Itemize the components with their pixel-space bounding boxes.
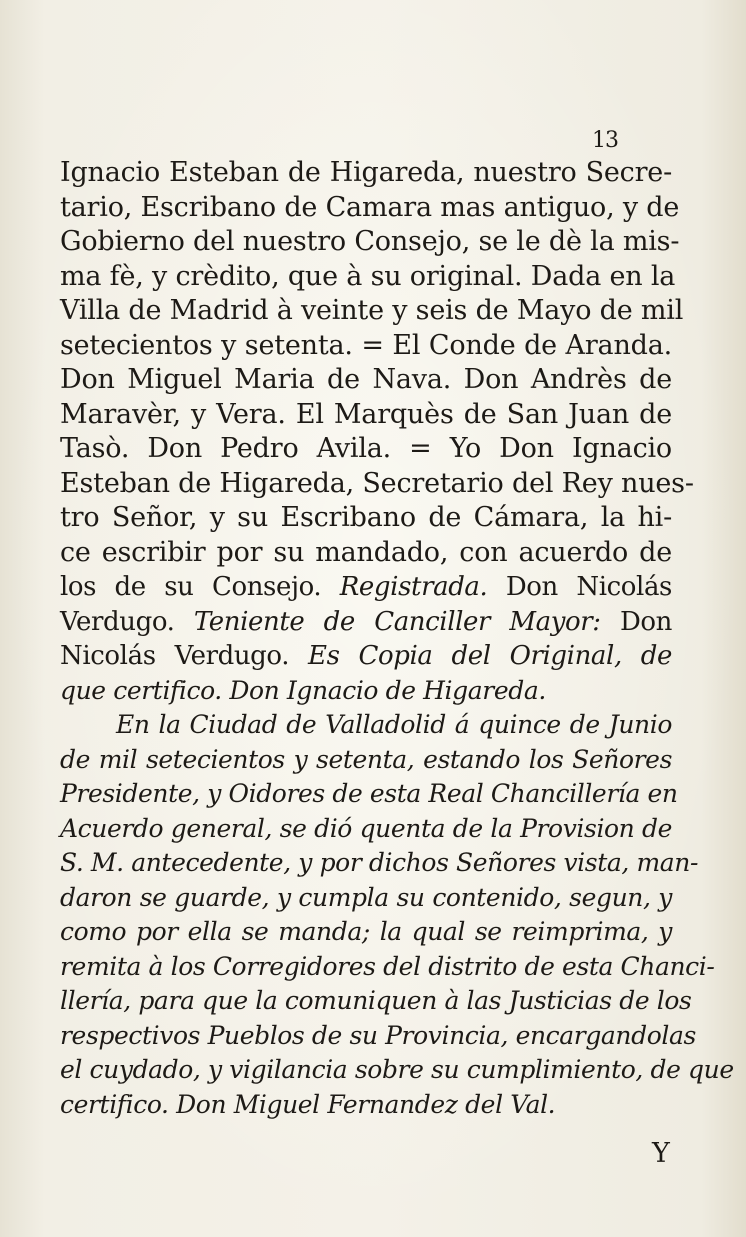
text-segment: Don Nicolás [505, 572, 672, 602]
text-line: de mil setecientos y setenta, estando los Señores [60, 744, 672, 774]
text-line: Gobierno del nuestro Consejo, se le dè la mis- [60, 226, 680, 257]
text-line: ma fè, y crèdito, que à su original. Dada en la [60, 260, 676, 292]
text-segment: Nicolás Verdugo. [60, 641, 290, 671]
italic-segment: Teniente de Canciller Mayor: [193, 606, 601, 637]
text-line: Ignacio Esteban de Higareda, nuestro Secre- [60, 157, 672, 188]
text-line [60, 639, 672, 674]
text-line: certifico. Don Miguel Fernandez del Val. [60, 1089, 556, 1119]
text-line: Don Miguel Maria de Nava. Don Andrès de [60, 364, 672, 395]
text-segment: los de su Consejo. [60, 572, 322, 602]
text-line: Tasò. Don Pedro Avila. = Yo Don Ignacio [60, 433, 672, 464]
text-line: daron se guarde, y cumpla su contenido, segun, y [60, 882, 672, 912]
text-line [60, 570, 672, 605]
text-line: el cuydado, y vigilancia sobre su cumplimiento, de que [60, 1055, 734, 1084]
text-line: ce escribir por su mandado, con acuerdo de [60, 536, 672, 568]
text-line: Acuerdo general, se dió quenta de la Provision de [60, 813, 672, 843]
text-line: Villa de Madrid à veinte y seis de Mayo de mil [60, 295, 684, 326]
page-number: 13 [592, 128, 618, 153]
text-line: remita à los Corregidores del distrito de esta Chanci- [60, 951, 715, 981]
text-line: que certifico. Don Ignacio de Higareda. [60, 675, 546, 705]
italic-segment: Es Copia del Original, de [308, 641, 672, 671]
italic-segment: Registrada. [339, 572, 488, 602]
text-line: tario, Escribano de Camara mas antiguo, y de [60, 191, 680, 223]
text-line: S. M. antecedente, y por dichos Señores vista, man- [60, 848, 698, 877]
text-line: Esteban de Higareda, Secretario del Rey nues- [60, 467, 694, 499]
text-line: llería, para que la comuniquen à las Justicias de los [60, 986, 692, 1015]
text-line [60, 605, 672, 640]
text-line: Maravèr, y Vera. El Marquès de San Juan de [60, 398, 672, 430]
text-line: En la Ciudad de Valladolid á quince de Junio [116, 710, 672, 739]
text-segment: Verdugo. [60, 606, 175, 637]
text-line: tro Señor, y su Escribano de Cámara, la hi- [60, 502, 672, 533]
text-segment: Don [619, 606, 672, 637]
catchword: Y [652, 1138, 670, 1169]
text-line: setecientos y setenta. = El Conde de Aranda. [60, 329, 672, 361]
text-line: como por ella se manda; la qual se reimprima, y [60, 917, 672, 946]
body-text [60, 156, 734, 1122]
text-line: respectivos Pueblos de su Provincia, encargandolas [60, 1020, 696, 1050]
text-line: Presidente, y Oidores de esta Real Chancillería en [60, 779, 678, 808]
